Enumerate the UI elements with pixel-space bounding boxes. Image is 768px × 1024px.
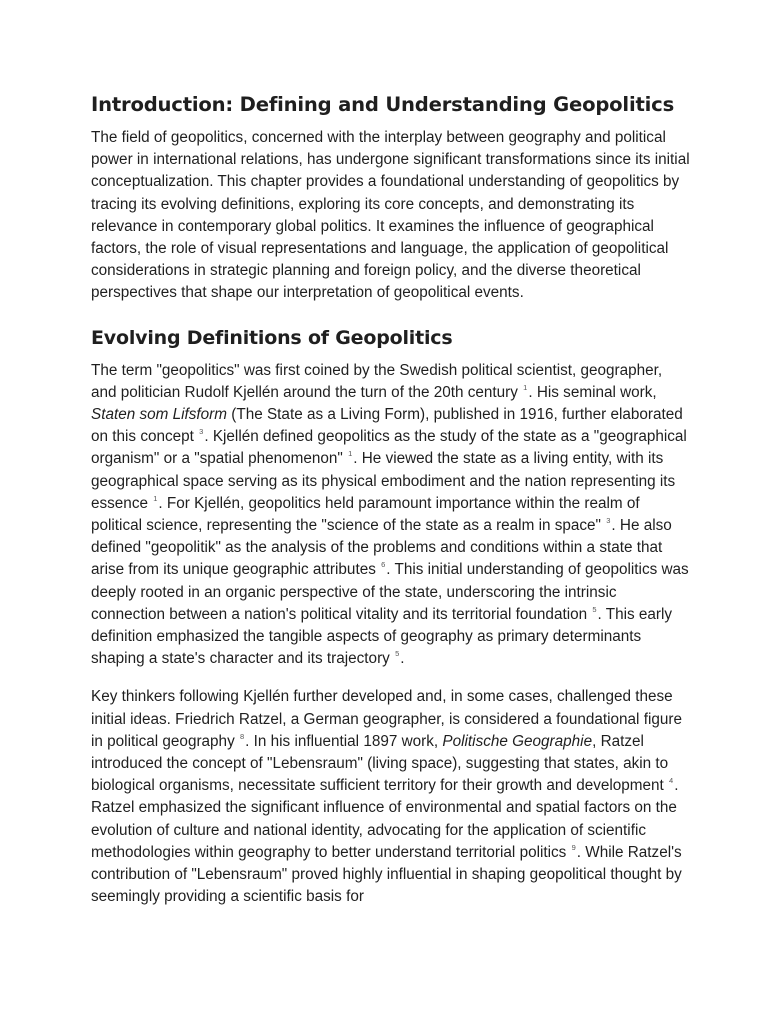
definitions-heading: Evolving Definitions of Geopolitics (91, 326, 453, 349)
text-span: (The State as a Living Form), published in 1916, further elaborated on this concept (91, 406, 683, 446)
intro-heading: Introduction: Defining and Understanding Geopolitics (91, 93, 675, 116)
text-span: . Ratzel emphasized the significant influence of environmental and spatial factors on the evolution of culture and national identity, advocating for the application of scientific methodologies within geography to better understand territorial politics (91, 777, 679, 861)
citation-marker[interactable]: 4 (669, 776, 674, 786)
text-span: , Ratzel introduced the concept of "Lebensraum" (living space), suggesting that states, akin to biological organisms, necessitate sufficient territory for their growth and development (91, 732, 669, 795)
citation-marker[interactable]: 5 (395, 649, 400, 659)
citation-marker[interactable]: 9 (571, 842, 576, 852)
text-span: . He also defined "geopolitik" as the analysis of the problems and conditions within a state that arise from its unique geographic attributes (91, 517, 672, 579)
citation-marker[interactable]: 3 (606, 516, 611, 526)
text-span: The term "geopolitics" was first coined by the Swedish political scientist, geographer, and politician Rudolf Kjellén around the turn of the 20th century (91, 361, 663, 401)
text-span: . In his influential 1897 work, (245, 732, 443, 750)
citation-marker[interactable]: 3 (199, 427, 204, 437)
text-span: . He viewed the state as a living entity, with its geographical space serving as its physical embodiment and the nation representing its essence (91, 450, 676, 512)
text-span: Key thinkers following Kjellén further developed and, in some cases, challenged these initial ideas. Friedrich Ratzel, a German geographer, is considered a foundational figure in political geography (91, 688, 682, 750)
definitions-paragraph-2 (91, 686, 691, 908)
text-span: . This initial understanding of geopolitics was deeply rooted in an organic perspective of the state, underscoring the intrinsic connection between a nation's political vitality and its territorial foundation (91, 561, 689, 623)
text-span: . While Ratzel's contribution of "Lebensraum" proved highly influential in shaping geopolitical thought by seemingly providing a scientific basis for (91, 843, 682, 906)
text-span: . His seminal work, (528, 383, 657, 401)
citation-marker[interactable]: 6 (381, 560, 386, 570)
citation-marker[interactable]: 1 (348, 449, 353, 459)
citation-marker[interactable]: 5 (592, 604, 597, 614)
book-title: Staten som Lifsform (91, 406, 228, 424)
text-span: . For Kjellén, geopolitics held paramount importance within the realm of political science, representing the "science of the state as a realm in space" (91, 494, 640, 535)
citation-marker[interactable]: 1 (523, 382, 528, 392)
citation-marker[interactable]: 1 (153, 493, 158, 503)
book-title: Politische Geographie (442, 732, 593, 750)
text-span: . (400, 650, 405, 668)
text-span: . Kjellén defined geopolitics as the study of the state as a "geographical organism" or a "spatial phenomenon" (91, 428, 687, 468)
text-span: . This early definition emphasized the tangible aspects of geography as primary determinants shaping a state's character and its trajectory (91, 605, 673, 668)
intro-paragraph: The field of geopolitics, concerned with the interplay between geography and political power in international relations, has undergone significant transformations since its initial conceptualization. This chapter provides a foundational understanding of geopolitics by tracing its evolving definitions, exploring its core concepts, and demonstrating its relevance in contemporary global politics. It examines the influence of geographical factors, the role of visual representations and language, the application of geopolitical considerations in strategic planning and foreign policy, and the diverse theoretical perspectives that shape our interpretation of geopolitical events. (91, 129, 690, 302)
document-page (91, 92, 691, 909)
definitions-paragraph-1 (91, 360, 691, 671)
citation-marker[interactable]: 8 (239, 731, 245, 741)
